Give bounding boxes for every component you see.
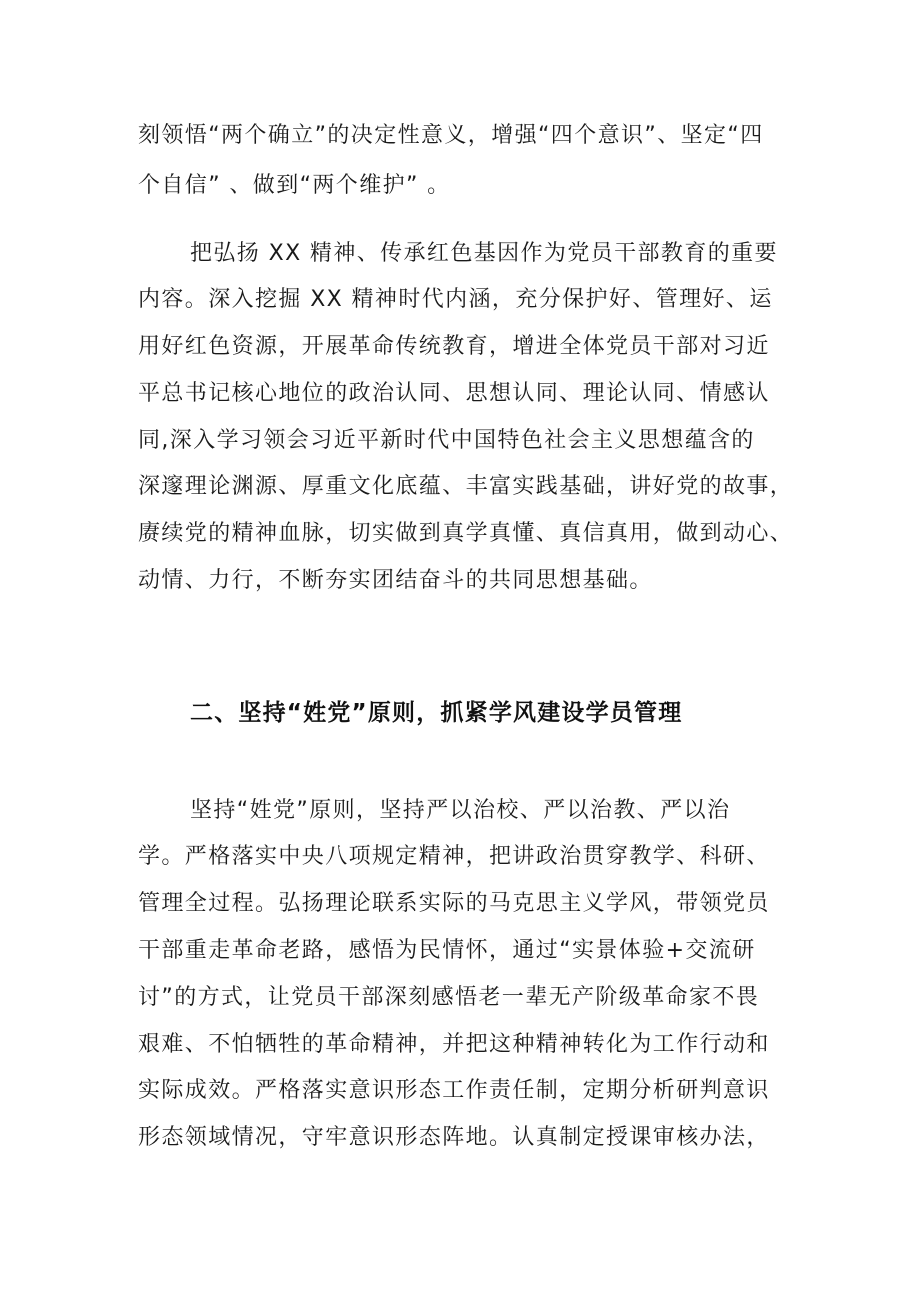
paragraph-3-line-7: 实际成效。严格落实意识形态工作责任制，定期分析研判意识 — [138, 1078, 770, 1103]
paragraph-3-line-5: 讨”的方式，让党员干部深刻感悟老一辈无产阶级革命家不畏 — [138, 985, 760, 1010]
paragraph-3-line-6: 艰难、不怕牺牲的革命精神，并把这种精神转化为工作行动和 — [138, 1032, 770, 1057]
paragraph-2-line-4: 平总书记核心地位的政治认同、思想认同、理论认同、情感认 — [138, 381, 770, 406]
paragraph-1-line-1: 刻领悟“两个确立”的决定性意义，增强“四个意识”、坚定“四 — [138, 123, 764, 148]
paragraph-2-line-1: 把弘扬 XX 精神、传承红色基因作为党员干部教育的重要 — [190, 241, 778, 266]
paragraph-2-line-3: 用好红色资源，开展革命传统教育，增进全体党员干部对习近 — [138, 334, 770, 359]
paragraph-2-line-7: 赓续党的精神血脉，切实做到真学真懂、真信真用，做到动心、 — [138, 521, 794, 546]
section-heading: 二、坚持“姓党”原则，抓紧学风建设学员管理 — [190, 700, 683, 726]
paragraph-3-line-1: 坚持“姓党”原则，坚持严以治校、严以治教、严以治 — [190, 798, 731, 823]
paragraph-2-line-5: 同,深入学习领会习近平新时代中国特色社会主义思想蕴含的 — [138, 428, 755, 453]
paragraph-2-line-2: 内容。深入挖掘 XX 精神时代内涵，充分保护好、管理好、运 — [138, 287, 773, 312]
paragraph-3-line-8: 形态领域情况，守牢意识形态阵地。认真制定授课审核办法， — [138, 1125, 770, 1150]
paragraph-2-line-6: 深邃理论渊源、厚重文化底蕴、丰富实践基础，讲好党的故事， — [138, 474, 794, 499]
paragraph-2-line-8: 动情、力行，不断夯实团结奋斗的共同思想基础。 — [138, 568, 653, 593]
paragraph-3-line-4: 干部重走革命老路，感悟为民情怀，通过“实景体验+交流研 — [138, 938, 756, 963]
paragraph-1-line-2: 个自信” 、做到“两个维护” 。 — [138, 173, 451, 198]
paragraph-3-line-2: 学。严格落实中央八项规定精神，把讲政治贯穿教学、科研、 — [138, 844, 770, 869]
paragraph-3-line-3: 管理全过程。弘扬理论联系实际的马克思主义学风，带领党员 — [138, 891, 770, 916]
